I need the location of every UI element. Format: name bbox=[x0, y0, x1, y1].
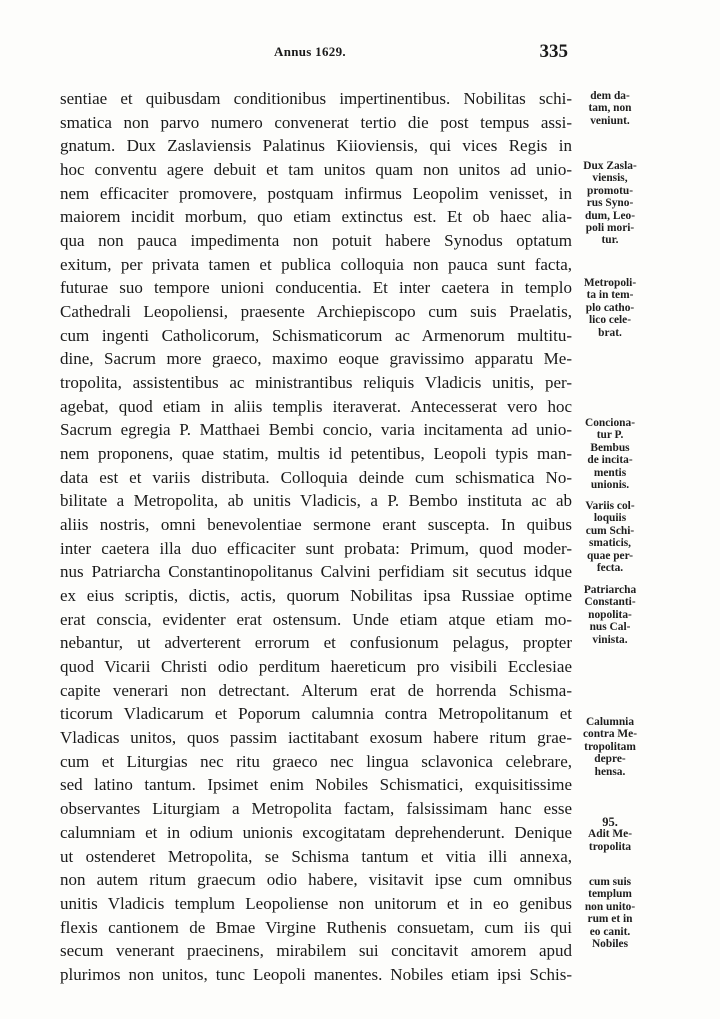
text-line: ticorum Vladicarum et Poporum calumnia contra Metropolitanum et bbox=[60, 704, 572, 724]
text-line: aliis nostris, omni benevolentiae sermone erant suscepta. In quibus bbox=[60, 515, 572, 535]
margin-note-calumnia-deprehensa: Calumnia contra Me- tropolitam depre- hensa. bbox=[582, 716, 638, 778]
text-line: data est et variis distributa. Colloquia deinde cum schismatica No- bbox=[60, 467, 572, 487]
text-line: quod Vicarii Christi odio perditum haereticum pro visibili Ecclesiae bbox=[60, 657, 572, 677]
text-line: non autem ritum graecum odio habere, visitavit ipse cum omnibus bbox=[60, 870, 572, 890]
text-line: capite venerari non detrectant. Alterum erat de horrenda Schisma- bbox=[60, 680, 572, 700]
margin-note-concionatur-bembus: Conciona- tur P. Bembus de incita- mentis unionis. bbox=[585, 417, 635, 492]
text-line: nem efficaciter promovere, postquam infirmus Leopolim venisset, in bbox=[60, 183, 572, 203]
text-line: sentiae et quibusdam conditionibus impertinentibus. Nobilitas schi- bbox=[60, 89, 572, 108]
text-line: nus Patriarcha Constantinopolitanus Calvini perfidiam sit secutus idque bbox=[60, 562, 572, 582]
margin-note-templum-non-unitorum: cum suis templum non unito- rum et in eo canit. Nobiles bbox=[584, 876, 636, 951]
text-line: smatica non parvo numero convenerat tertio die post tempus assi- bbox=[60, 112, 572, 132]
running-title: Annus 1629. bbox=[274, 44, 346, 59]
text-line: ut ostenderet Metropolita, se Schisma tantum et vitia illi annexa, bbox=[60, 846, 572, 866]
text-line: maiorem incidit morbum, quo etiam extinctus est. Et ob haec alia- bbox=[60, 207, 572, 227]
text-line: secum venerant praecinens, mirabilem sui concitavit amorem apud bbox=[60, 941, 572, 961]
text-line: flexis cantionem de Bmae Virgine Ruthenis consuetam, cum iis qui bbox=[60, 917, 572, 937]
text-line: dine, Sacrum more graeco, maximo eoque gravissimo apparatu Me- bbox=[60, 349, 572, 369]
text-line: erat conscia, evidenter erat ostensum. Unde etiam atque etiam mo- bbox=[60, 609, 572, 629]
text-line: unitis Vladicis templum Leopoliense non unitorum et in eo genibus bbox=[60, 893, 572, 913]
text-line: futurae suo tempore unioni conducentia. Et inter caetera in templo bbox=[60, 278, 572, 298]
page-number: 335 bbox=[539, 41, 568, 62]
text-line: inter caetera illa duo efficaciter sunt probata: Primum, quod moder- bbox=[60, 538, 572, 558]
margin-note-patriarcha-calvinista: Patriarcha Constanti- nopolita- nus Cal- vinista. bbox=[583, 584, 637, 646]
text-line: calumniam et in odium unionis excogitatam deprehenderunt. Denique bbox=[60, 822, 572, 842]
text-line: cum et Liturgias nec ritu graeco nec lingua sclavonica celebrare, bbox=[60, 751, 572, 771]
text-line: observantes Liturgiam a Metropolita factam, falsissimam hanc esse bbox=[60, 799, 572, 819]
text-line: qua non pauca impedimenta non potuit habere Synodus optatum bbox=[60, 231, 572, 251]
margin-note-variis-colloquiis: Variis col- loquiis cum Schi- smaticis, quae per- fecta. bbox=[585, 500, 635, 575]
margin-note-adit-metropolita: 95. Adit Me- tropolita bbox=[588, 815, 632, 853]
text-line: Cathedrali Leopoliensi, praesente Archiepiscopo cum suis Praelatis, bbox=[60, 302, 572, 322]
margin-note-dux-zaslaviensis: Dux Zasla- viensis, promotu- rus Syno- dum, Leo- poli mori- tur. bbox=[583, 160, 637, 247]
page-header bbox=[60, 41, 570, 66]
text-line: nem proponens, quae statim, multis id petentibus, Leopoli typis man- bbox=[60, 444, 572, 464]
margin-note-metropolita-celebrat: Metropoli- ta in tem- plo catho- lico cele- brat. bbox=[583, 277, 637, 339]
margin-note-dem-datam: dem da- tam, non veniunt. bbox=[588, 90, 632, 127]
text-line: sed latino tantum. Ipsimet enim Nobiles Schismatici, exquisitissime bbox=[60, 775, 572, 795]
text-line: ex eius scriptis, dictis, actis, quorum Nobilitas ipsa Russiae optime bbox=[60, 586, 572, 606]
text-line: exitum, per privata tamen et publica colloquia non pauca sunt facta, bbox=[60, 254, 572, 274]
body-text bbox=[60, 87, 572, 987]
text-line: hoc conventu agere debuit et tam unitos quam non unitos ad unio- bbox=[60, 160, 572, 180]
text-line: Vladicas unitos, quos passim iactitabant exosum habere ritum grae- bbox=[60, 728, 572, 748]
text-line: bilitate a Metropolita, ab unitis Vladicis, a P. Bembo instituta ac ab bbox=[60, 491, 572, 511]
text-line: gnatum. Dux Zaslaviensis Palatinus Kiioviensis, qui vices Regis in bbox=[60, 136, 572, 156]
text-line: Sacrum egregia P. Matthaei Bembi concio, varia incitamenta ad unio- bbox=[60, 420, 572, 440]
text-line: agebat, quod etiam in aliis templis iteraverat. Antecesserat vero hoc bbox=[60, 396, 572, 416]
text-line: nebantur, ut adverterent errorum et confusionum pelagus, propter bbox=[60, 633, 572, 653]
text-line: tropolita, assistentibus ac ministrantibus reliquis Vladicis unitis, per- bbox=[60, 373, 572, 393]
text-line: plurimos non unitos, tunc Leopoli manentes. Nobiles etiam ipsi Schis- bbox=[60, 964, 572, 984]
text-line: cum ingenti Catholicorum, Schismaticorum ac Armenorum multitu- bbox=[60, 325, 572, 345]
